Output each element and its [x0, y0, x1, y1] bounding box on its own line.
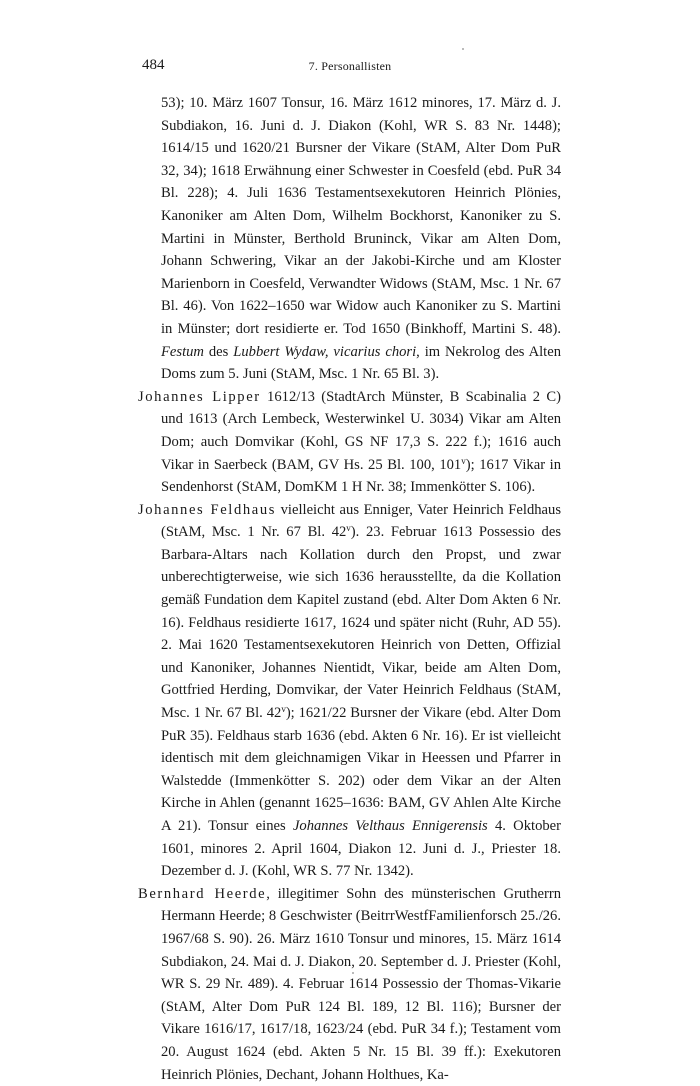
entry-text: vielleicht aus Enniger, Vater Heinrich Feldhaus (StAM, Msc. 1 Nr. 67 Bl. 42	[161, 501, 561, 541]
scan-speck	[352, 972, 354, 974]
entry-name: Johannes Lipper	[138, 388, 261, 405]
folio-verso-mark: v	[461, 455, 466, 466]
entry-name: Bernhard Heerde	[138, 885, 267, 902]
entry-name: Johannes Feldhaus	[138, 501, 277, 518]
entry-text: 1612/13 (StadtArch Münster, B Scabinalia 2 C) und 1613 (Arch Lembeck, Westerwinkel U. 3034) Vikar am Alten Dom; auch Domvikar (Kohl, GS NF 17,3 S. 222 f.); 1616 auch Vikar in Saerbeck (BAM, GV Hs. 25 Bl. 100, 101	[161, 388, 561, 473]
entry-johannes-feldhaus	[138, 499, 561, 883]
entry-widow-continuation	[138, 92, 561, 386]
entry-text: des	[203, 343, 234, 360]
entry-text: ); 1617 Vikar in Sendenhorst (StAM, DomKM 1 H Nr. 38; Immenkötter S. 106).	[161, 456, 561, 496]
entry-text: , illegitimer Sohn des münsterischen Grutherrn Hermann Heerde; 8 Geschwister (BeitrrWestfFamilienforsch 25./26. 1967/68 S. 90). 26. März 1610 Tonsur und minores, 15. März 1614 Subdiakon, 24. Mai d. J. Diakon, 20. September d. J. Priester (Kohl, WR S. 29 Nr. 489). 4. Februar 1614 Possessio der Thomas-Vikarie (StAM, Alter Dom PuR 124 Bl. 189, 12 Bl. 116); Bursner der Vikare 1616/17, 1617/18, 1623/24 (ebd. PuR 34 f.); Testament vom 20. August 1624 (ebd. Akten 5 Nr. 15 Bl. 39 ff.): Exekutoren Heinrich Plönies, Dechant, Johann Holthues, Ka-	[161, 885, 561, 1083]
entry-text: ). 23. Februar 1613 Possessio des Barbara-Altars nach Kollation durch den Propst, und zwar unberechtigterweise, wie sich 1636 herausstellte, da die Kollation gemäß Fundation dem Kapitel zustand (ebd. Alter Dom Akten 6 Nr. 16). Feldhaus residierte 1617, 1624 und später nicht (Ruhr, AD 55). 2. Mai 1620 Testamentsexekutoren Heinrich von Detten, Offizial und Kanoniker, Johannes Nientidt, Vikar, beide am Alten Dom, Gottfried Herding, Domvikar, der Vater Heinrich Feldhaus (StAM, Msc. 1 Nr. 67 Bl. 42	[161, 524, 561, 722]
italic-quote: Johannes Velthaus Ennigerensis	[292, 818, 488, 834]
scan-speck	[462, 48, 464, 50]
entry-text: ); 1621/22 Bursner der Vikare (ebd. Alter Dom PuR 35). Feldhaus starb 1636 (ebd. Akten 6 Nr. 16). Er ist vielleicht identisch mit dem gleichnamigen Vikar in Heessen und Pfarrer in Walstedde (Immenkötter S. 202) oder dem Vikar an der Alten Kirche in Ahlen (genannt 1625–1636: BAM, GV Ahlen Alte Kirche A 21). Tonsur eines	[161, 705, 562, 834]
entry-bernhard-heerde	[138, 883, 561, 1086]
entry-text: , im Nekrolog des Alten Doms zum 5. Juni (StAM, Msc. 1 Nr. 65 Bl. 3).	[161, 343, 561, 383]
page-number: 484	[142, 57, 165, 73]
body-text	[138, 92, 561, 1086]
running-head: 7. Personallisten	[308, 59, 392, 73]
entry-text: 53); 10. März 1607 Tonsur, 16. März 1612 minores, 17. März d. J. Subdiakon, 16. Juni d. J. Diakon (Kohl, WR S. 83 Nr. 1448); 1614/15 und 1620/21 Bursner der Vikare (StAM, Alter Dom PuR 32, 34); 1618 Erwähnung einer Schwester in Coesfeld (ebd. PuR 34 Bl. 228); 4. Juli 1636 Testamentsexekutoren Heinrich Plönies, Kanoniker am Alten Dom, Wilhelm Bockhorst, Kanoniker zu S. Martini in Münster, Berthold Bruninck, Vikar am Alten Dom, Johann Schwering, Vikar an der Jakobi-Kirche und am Kloster Marienborn in Coesfeld, Verwandter Widows (StAM, Msc. 1 Nr. 67 Bl. 46). Von 1622–1650 war Widow auch Kanoniker zu S. Martini in Münster; dort residierte er. Tod 1650 (Binkhoff, Martini S. 48).	[161, 95, 561, 337]
folio-verso-mark: v	[346, 523, 351, 534]
italic-quote: Festum	[161, 343, 204, 360]
entry-text: 4. Oktober 1601, minores 2. April 1604, Diakon 12. Juni d. J., Priester 18. Dezember d. J. (Kohl, WR S. 77 Nr. 1342).	[161, 818, 561, 880]
italic-quote: Lubbert Wydaw, vicarius chori	[233, 343, 417, 360]
folio-verso-mark: v	[281, 704, 286, 715]
entry-johannes-lipper	[138, 386, 561, 499]
